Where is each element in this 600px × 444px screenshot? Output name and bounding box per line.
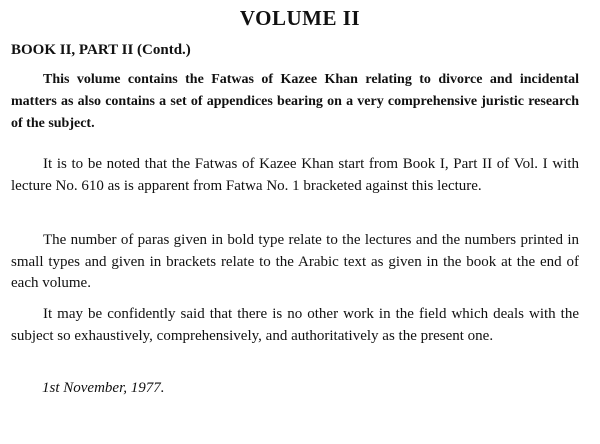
paragraph-note: It is to be noted that the Fatwas of Kazee Khan start from Book I, Part II of Vol. I with lecture No. 610 as is apparent from Fatwa No. 1 bracketed against this lecture. [11,156,579,194]
paragraph-claim: It may be confidently said that there is no other work in the field which deals with the subject so exhaustively, comprehensively, and authoritatively as the present one. [11,306,579,344]
paragraph-intro: This volume contains the Fatwas of Kazee Khan relating to divorce and incidental matters as also contains a set of appendices bearing on a very comprehensive juristic research of the subject. [11,72,579,131]
document-date: 1st November, 1977. [42,380,165,396]
section-heading: BOOK II, PART II (Contd.) [11,42,191,58]
page-title: VOLUME II [239,6,361,30]
paragraph-numbering: The number of paras given in bold type relate to the lectures and the numbers printed in small types and given in brackets relate to the Arabic text as given in the book at the end of each volume. [11,232,579,291]
